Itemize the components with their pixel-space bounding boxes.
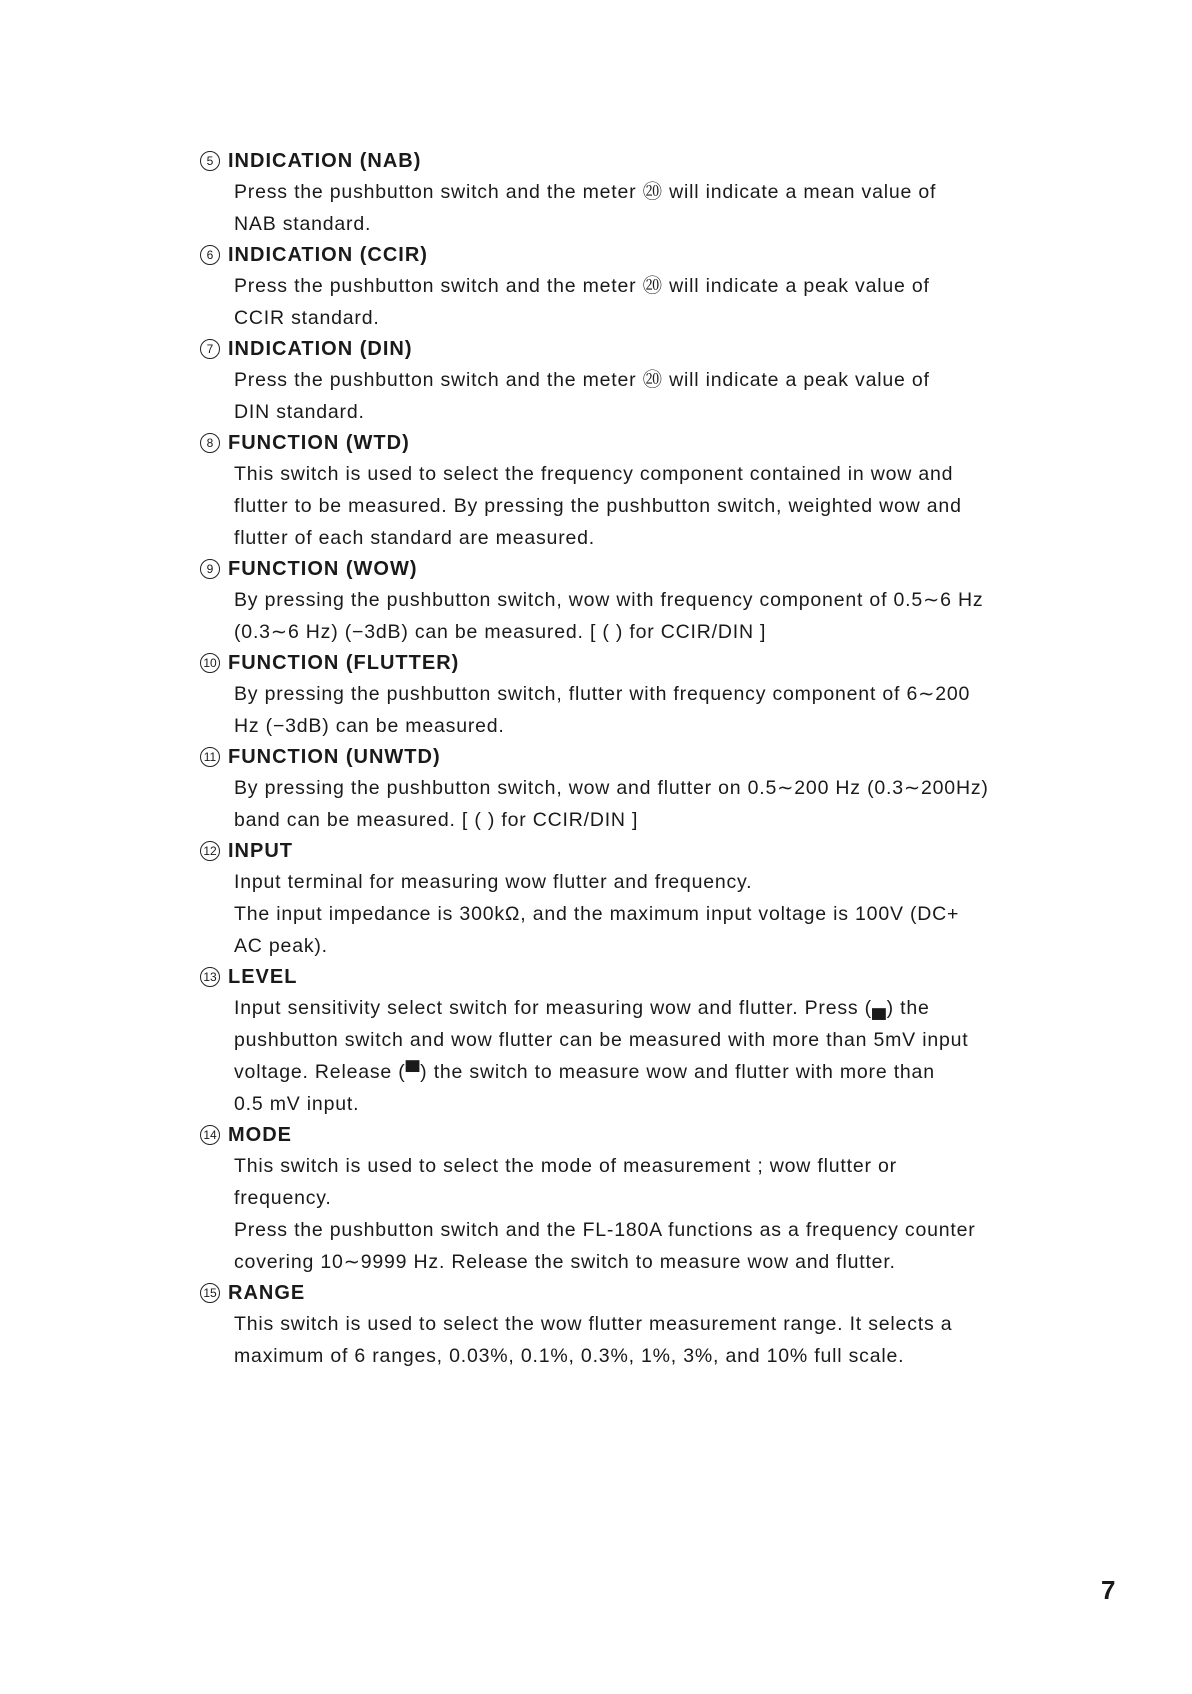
- section-body: [200, 1150, 1080, 1278]
- text-line: The input impedance is 300kΩ, and the maximum input voltage is 100V (DC+: [234, 903, 960, 925]
- text-line: Press the pushbutton switch and the FL-180A functions as a frequency counter: [234, 1219, 976, 1241]
- section-input: [200, 836, 1080, 962]
- section-heading: [200, 334, 1080, 364]
- text-line: Press the pushbutton switch and the meter ⑳ will indicate a peak value of: [234, 275, 930, 297]
- section-indication-nab: [200, 146, 1080, 240]
- text-line: This switch is used to select the frequency component contained in wow and: [234, 463, 954, 485]
- section-heading: [200, 962, 1080, 992]
- text-line: By pressing the pushbutton switch, flutter with frequency component of 6∼200: [234, 683, 971, 705]
- section-heading: [200, 1278, 1080, 1308]
- item-number-badge: 10: [200, 653, 220, 673]
- section-level: [200, 962, 1080, 1120]
- text-line: 0.5 mV input.: [234, 1093, 360, 1115]
- section-title: INPUT: [228, 840, 293, 862]
- section-indication-din: [200, 334, 1080, 428]
- text-line: pushbutton switch and wow flutter can be measured with more than 5mV input: [234, 1029, 969, 1051]
- text-line: voltage. Release (▀) the switch to measure wow and flutter with more than: [234, 1061, 935, 1083]
- section-function-wtd: [200, 428, 1080, 554]
- section-title: MODE: [228, 1124, 292, 1146]
- text-line: Hz (−3dB) can be measured.: [234, 715, 505, 737]
- item-number-badge: 5: [200, 151, 220, 171]
- section-title: FUNCTION (WOW): [228, 558, 418, 580]
- item-number-badge: 11: [200, 747, 220, 767]
- item-number-badge: 9: [200, 559, 220, 579]
- section-title: INDICATION (CCIR): [228, 244, 428, 266]
- text-line: (0.3∼6 Hz) (−3dB) can be measured. [ ( ) for CCIR/DIN ]: [234, 621, 767, 643]
- section-function-unwtd: [200, 742, 1080, 836]
- item-number-badge: 6: [200, 245, 220, 265]
- section-heading: [200, 742, 1080, 772]
- section-title: LEVEL: [228, 966, 298, 988]
- section-heading: [200, 648, 1080, 678]
- section-heading: [200, 836, 1080, 866]
- item-number-badge: 13: [200, 967, 220, 987]
- text-line: AC peak).: [234, 935, 328, 957]
- section-body: [200, 992, 1080, 1120]
- item-number-badge: 12: [200, 841, 220, 861]
- section-heading: [200, 1120, 1080, 1150]
- section-title: FUNCTION (WTD): [228, 432, 410, 454]
- section-heading: [200, 146, 1080, 176]
- text-line: By pressing the pushbutton switch, wow with frequency component of 0.5∼6 Hz: [234, 589, 984, 611]
- section-body: [200, 678, 1080, 742]
- text-line: Press the pushbutton switch and the meter ⑳ will indicate a peak value of: [234, 369, 930, 391]
- text-line: This switch is used to select the wow flutter measurement range. It selects a: [234, 1313, 953, 1335]
- text-line: DIN standard.: [234, 401, 365, 423]
- text-line: By pressing the pushbutton switch, wow and flutter on 0.5∼200 Hz (0.3∼200Hz): [234, 777, 989, 799]
- text-line: Press the pushbutton switch and the meter ⑳ will indicate a mean value of: [234, 181, 937, 203]
- page-number: 7: [1101, 1575, 1116, 1605]
- section-body: [200, 364, 1080, 428]
- section-title: INDICATION (DIN): [228, 338, 413, 360]
- text-line: band can be measured. [ ( ) for CCIR/DIN ]: [234, 809, 639, 831]
- section-title: FUNCTION (UNWTD): [228, 746, 441, 768]
- text-line: This switch is used to select the mode of measurement ; wow flutter or: [234, 1155, 897, 1177]
- section-mode: [200, 1120, 1080, 1278]
- text-line: covering 10∼9999 Hz. Release the switch to measure wow and flutter.: [234, 1251, 896, 1273]
- section-heading: [200, 240, 1080, 270]
- text-line: flutter to be measured. By pressing the pushbutton switch, weighted wow and: [234, 495, 962, 517]
- page-content: [200, 146, 1080, 1372]
- section-function-wow: [200, 554, 1080, 648]
- item-number-badge: 8: [200, 433, 220, 453]
- section-body: [200, 866, 1080, 962]
- text-line: NAB standard.: [234, 213, 372, 235]
- section-body: [200, 270, 1080, 334]
- section-range: [200, 1278, 1080, 1372]
- text-line: Input terminal for measuring wow flutter and frequency.: [234, 871, 753, 893]
- item-number-badge: 15: [200, 1283, 220, 1303]
- section-title: INDICATION (NAB): [228, 150, 422, 172]
- section-body: [200, 584, 1080, 648]
- section-heading: [200, 554, 1080, 584]
- text-line: flutter of each standard are measured.: [234, 527, 596, 549]
- section-title: FUNCTION (FLUTTER): [228, 652, 460, 674]
- section-body: [200, 1308, 1080, 1372]
- item-number-badge: 14: [200, 1125, 220, 1145]
- text-line: Input sensitivity select switch for measuring wow and flutter. Press (▄) the: [234, 997, 930, 1019]
- section-heading: [200, 428, 1080, 458]
- section-body: [200, 458, 1080, 554]
- text-line: CCIR standard.: [234, 307, 380, 329]
- section-body: [200, 176, 1080, 240]
- text-line: frequency.: [234, 1187, 332, 1209]
- section-title: RANGE: [228, 1282, 306, 1304]
- section-body: [200, 772, 1080, 836]
- text-line: maximum of 6 ranges, 0.03%, 0.1%, 0.3%, 1%, 3%, and 10% full scale.: [234, 1345, 905, 1367]
- section-function-flutter: [200, 648, 1080, 742]
- section-indication-ccir: [200, 240, 1080, 334]
- item-number-badge: 7: [200, 339, 220, 359]
